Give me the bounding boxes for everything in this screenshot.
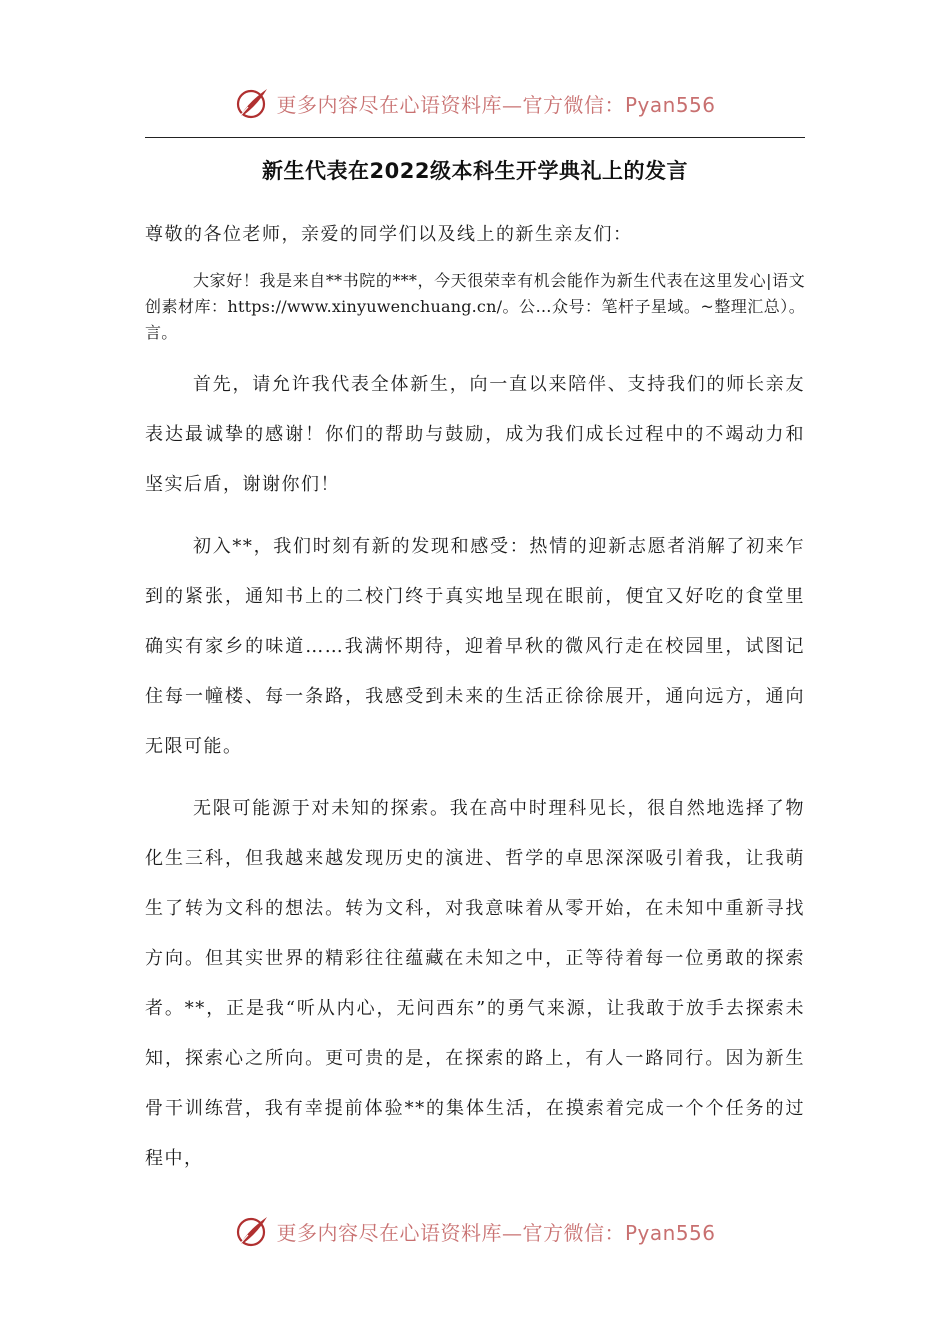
document-title: 新生代表在2022级本科生开学典礼上的发言	[262, 159, 688, 183]
salutation: 尊敬的各位老师，亲爱的同学们以及线上的新生亲友们：	[145, 224, 633, 245]
quill-logo-icon	[234, 85, 270, 121]
wechat-id: Pyan556	[624, 1220, 716, 1245]
header-divider	[145, 137, 805, 138]
header-banner	[0, 78, 950, 128]
footer-banner	[0, 1206, 950, 1256]
document-body	[145, 210, 805, 1196]
paragraph: 初入**，我们时刻有新的发现和感受：热情的迎新志愿者消解了初来乍到的紧张，通知书上的二校门终于真实地呈现在眼前，便宜又好吃的食堂里确实有家乡的味道……我满怀期待，迎着早秋的微风行走在校园里，试图记住每一幢楼、每一条路，我感受到未来的生活正徐徐展开，通向远方，通向无限可能。	[145, 536, 805, 757]
wechat-id: Pyan556	[624, 92, 716, 117]
paragraph: 首先，请允许我代表全体新生，向一直以来陪伴、支持我们的师长亲友表达最诚挚的感谢！你们的帮助与鼓励，成为我们成长过程中的不竭动力和坚实后盾，谢谢你们！	[145, 374, 805, 495]
banner-text: 更多内容尽在心语资料库—官方微信：Pyan556	[276, 1220, 716, 1245]
quill-logo-icon	[234, 1213, 270, 1249]
paragraph-intro: 大家好！我是来自**书院的***，今天很荣幸有机会能作为新生代表在这里发心|语文创素材库：https://www.xinyuwenchuang.cn/。公…众号：笔杆子星域。~整理汇总）。言。	[145, 271, 805, 342]
paragraph: 无限可能源于对未知的探索。我在高中时理科见长，很自然地选择了物化生三科，但我越来越发现历史的演进、哲学的卓思深深吸引着我，让我萌生了转为文科的想法。转为文科，对我意味着从零开始，在未知中重新寻找方向。但其实世界的精彩往往蕴藏在未知之中，正等待着每一位勇敢的探索者。**，正是我“听从内心，无问西东”的勇气来源，让我敢于放手去探索未知，探索心之所向。更可贵的是，在探索的路上，有人一路同行。因为新生骨干训练营，我有幸提前体验**的集体生活，在摸索着完成一个个任务的过程中，	[145, 798, 805, 1169]
banner-text: 更多内容尽在心语资料库—官方微信：Pyan556	[276, 92, 716, 117]
